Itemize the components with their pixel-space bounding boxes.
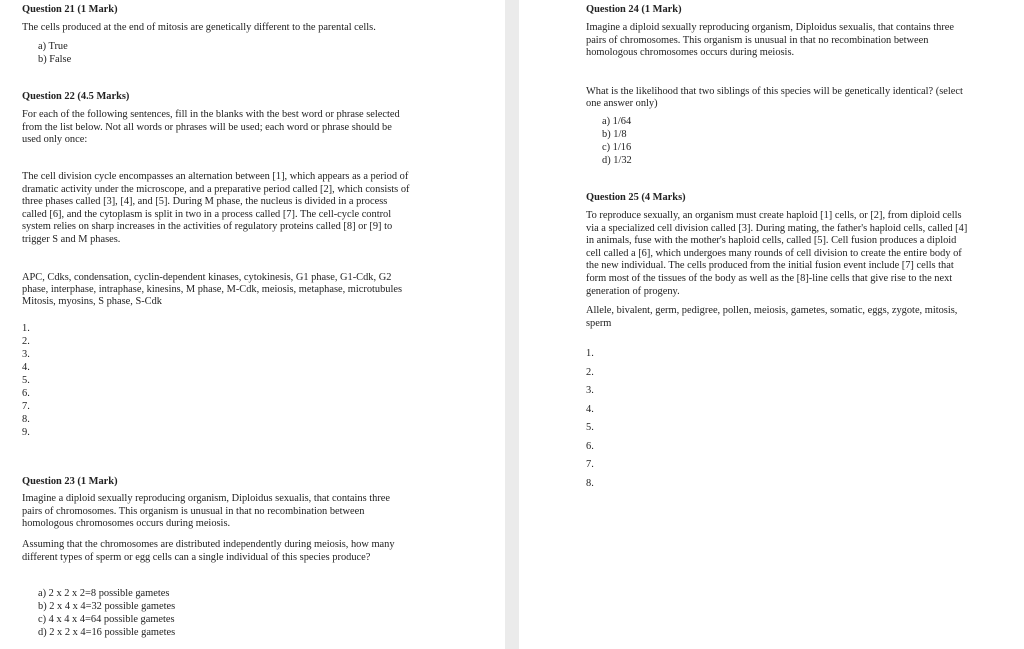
q25-title: Question 25 (4 Marks) bbox=[586, 192, 686, 203]
q22-blank-9[interactable]: 9. bbox=[22, 427, 30, 438]
q23-option-a[interactable]: a) 2 x 2 x 2=8 possible gametes bbox=[38, 588, 170, 599]
q22-blank-3[interactable]: 3. bbox=[22, 349, 30, 360]
q23-question: Assuming that the chromosomes are distributed independently during meiosis, how many different types of sperm or egg cells can a single individual of this species produce? bbox=[22, 539, 395, 563]
q22-blank-7[interactable]: 7. bbox=[22, 401, 30, 412]
q24-intro: Imagine a diploid sexually reproducing organism, Diploidus sexualis, that contains three pairs of chromosomes. This organism is unusual in that no recombination between homologous chromosomes occurs during meiosis. bbox=[586, 22, 955, 59]
q24-option-a[interactable]: a) 1/64 bbox=[602, 116, 632, 127]
q25-word-bank: Allele, bivalent, germ, pedigree, pollen, meiosis, gametes, somatic, eggs, zygote, mitosis, sperm bbox=[586, 305, 958, 329]
q22-word-bank-line1: APC, Cdks, condensation, cyclin-dependent kinases, cytokinesis, G1 phase, G1-Cdk, G2 bbox=[22, 272, 392, 283]
q25-blank-4[interactable]: 4. bbox=[586, 404, 594, 415]
q21-text: The cells produced at the end of mitosis are genetically different to the parental cells. bbox=[22, 22, 376, 33]
q25-blank-7[interactable]: 7. bbox=[586, 459, 594, 470]
q25-passage: To reproduce sexually, an organism must create haploid [1] cells, or [2], from diploid cells via a specialized cell division called [3]. During mating, the father's haploid cells, called [4] in animals, fuse with the mother's haploid cells, called [5]. Cell fusion produces a diploid cell called a [6], which undergoes many rounds of cell division to create the entire body of the new individual. The cells produced from the initial fusion event include [7] cells that form most of the tissues of the body as well as the [8]-line cells that give rise to the next generation of progeny. bbox=[586, 210, 968, 297]
q25-blank-2[interactable]: 2. bbox=[586, 367, 594, 378]
q22-blank-4[interactable]: 4. bbox=[22, 362, 30, 373]
q22-blank-2[interactable]: 2. bbox=[22, 336, 30, 347]
q22-passage: The cell division cycle encompasses an alternation between [1], which appears as a period of dramatic activity under the microscope, and a preparative period called [2], which consists of three phases called [3], [4], and [5]. During M phase, the nucleus is divided in a process called [6], and the cytoplasm is split in two in a process called [7]. The cell-cycle control system relies on sharp increases in the activities of regulatory proteins called [8] or [9] to trigger S and M phases. bbox=[22, 171, 410, 245]
q21-option-a[interactable]: a) True bbox=[38, 41, 68, 52]
q23-option-d[interactable]: d) 2 x 2 x 4=16 possible gametes bbox=[38, 627, 176, 638]
q22-blank-8[interactable]: 8. bbox=[22, 414, 30, 425]
q24-option-d[interactable]: d) 1/32 bbox=[602, 155, 632, 166]
q23-title: Question 23 (1 Mark) bbox=[22, 476, 118, 487]
q22-title: Question 22 (4.5 Marks) bbox=[22, 91, 130, 102]
q23-option-c[interactable]: c) 4 x 4 x 4=64 possible gametes bbox=[38, 614, 175, 625]
q21-option-b[interactable]: b) False bbox=[38, 54, 72, 65]
q24-option-b[interactable]: b) 1/8 bbox=[602, 129, 627, 140]
q25-blank-6[interactable]: 6. bbox=[586, 441, 594, 452]
q25-blank-1[interactable]: 1. bbox=[586, 348, 594, 359]
left-page bbox=[0, 0, 505, 649]
q25-blank-3[interactable]: 3. bbox=[586, 385, 594, 396]
q22-blank-5[interactable]: 5. bbox=[22, 375, 30, 386]
q25-blank-5[interactable]: 5. bbox=[586, 422, 594, 433]
q22-intro: For each of the following sentences, fill in the blanks with the best word or phrase selected from the list below. Not all words or phrases will be used; each word or phrase should be used only once: bbox=[22, 109, 400, 146]
q21-title: Question 21 (1 Mark) bbox=[22, 4, 118, 15]
q24-option-c[interactable]: c) 1/16 bbox=[602, 142, 632, 153]
q23-intro: Imagine a diploid sexually reproducing organism, Diploidus sexualis, that contains three pairs of chromosomes. This organism is unusual in that no recombination between homologous chromosomes occurs during meiosis. bbox=[22, 493, 391, 530]
q22-word-bank-line2: phase, interphase, intraphase, kinesins, M phase, M-Cdk, meiosis, metaphase, microtubules bbox=[22, 284, 403, 295]
q24-title: Question 24 (1 Mark) bbox=[586, 4, 682, 15]
q22-blank-6[interactable]: 6. bbox=[22, 388, 30, 399]
q25-blank-8[interactable]: 8. bbox=[586, 478, 594, 489]
q22-blank-1[interactable]: 1. bbox=[22, 323, 30, 334]
q24-question-line2: one answer only) bbox=[586, 98, 658, 109]
q22-word-bank-line3: Mitosis, myosins, S phase, S-Cdk bbox=[22, 296, 163, 307]
q24-question-line1: What is the likelihood that two siblings of this species will be genetically identical? (select bbox=[586, 86, 963, 97]
q23-option-b[interactable]: b) 2 x 4 x 4=32 possible gametes bbox=[38, 601, 176, 612]
right-page bbox=[519, 0, 1024, 649]
